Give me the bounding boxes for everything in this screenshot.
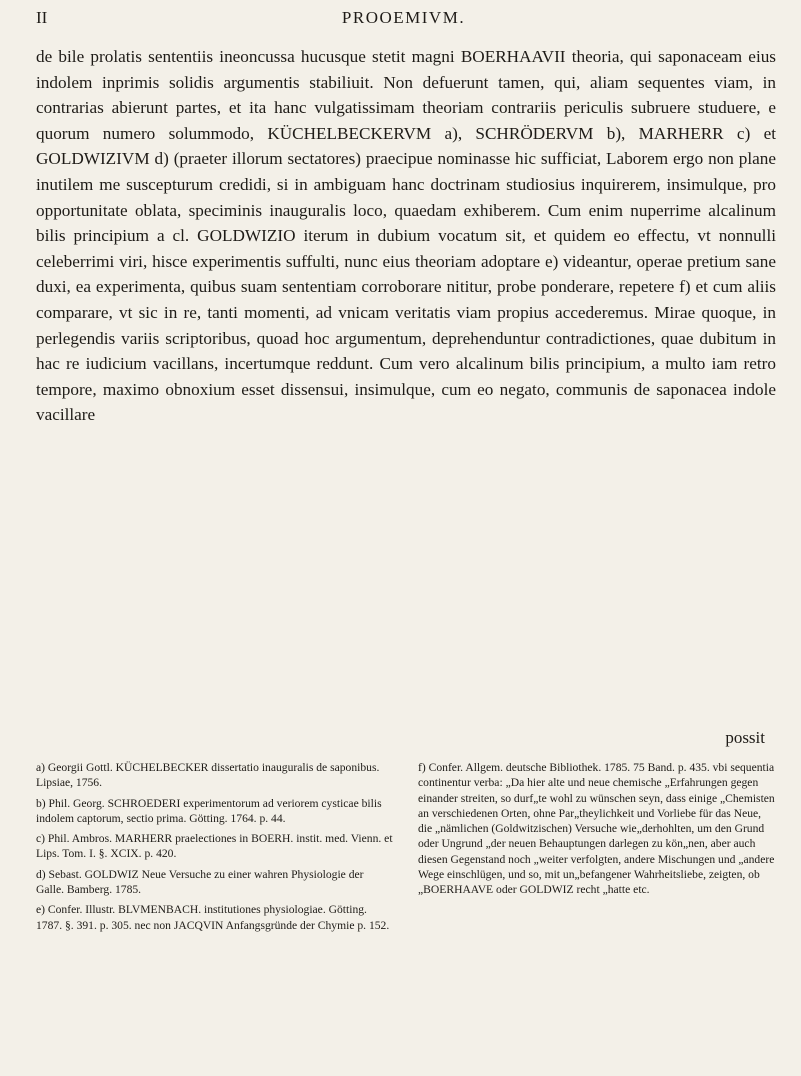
main-text	[36, 44, 776, 428]
footnote-f: f) Confer. Allgem. deutsche Bibliothek. 1785. 75 Band. p. 435. vbi sequentia continentur verba: „Da hier alte und neue chemische „Erfahrungen gegen einander streiten, so durf„te wohl zu wünschen seyn, dass einige „Chemisten an verschiedenen Orten, ohne Par„theylichkeit und Vorliebe für das Neue, die „nämlichen (Goldwitzischen) Versuche wie„derhohlten, um den Grund oder Ungrund „der neuen Behauptungen darlegen zu kön„nen, aber auch diesen Gegenstand noch „weiter verfolgten, andere Mischungen und „andere Wege einschlügen, und so, mit un„befangener Wahrheitsliebe, zeigten, ob „BOERHAAVE oder GOLDWIZ recht „hatte etc.	[418, 761, 775, 897]
main-paragraph: de bile prolatis sententiis ineoncussa hucusque stetit magni BOERHAAVII theoria, qui saponaceam eius indolem inprimis solidis argumentis stabiliuit. Non defuerunt tamen, qui, aliam sequentes viam, in contrarias abierunt partes, et ita hanc vulgatissimam theoriam contrariis periculis subruere studuere, e quorum numero solummodo, KÜCHELBECKERVM a), SCHRÖDERVM b), MARHERR c) et GOLDWIZIVM d) (praeter illorum sectatores) praecipue nominasse hic sufficiat, Laborem ergo non plane inutilem me suscepturum credidi, si in ambiguam hanc doctrinam studiosius inquirerem, insimulque, pro opportunitate oblata, speciminis inauguralis loco, quaedam exhiberem. Cum enim nuperrime alcalinum bilis principium a cl. GOLDWIZIO iterum in dubium vocatum sit, et quidem eo effectu, vt nonnulli celeberrimi viri, hisce experimentis suffulti, nunc eius theoriam adoptare e) videantur, operae pretium sane duxi, ea experimenta, quibus suam sententiam corroborare nititur, probe ponderare, repetere f) et cum aliis comparare, vt sic in re, tanti momenti, ad vnicam veritatis viam propius accederemus. Mirae quoque, in perlegendis variis scriptoribus, quoad hoc argumentum, deprehenduntur contradictiones, quae dubitum in hac re iudicium vacillans, incertumque reddunt. Cum vero alcalinum bilis principium, a multo iam retro tempore, maximo obnoxium esset dissensui, insimulque, cum eo negato, communis de saponacea indole vacillare	[36, 47, 776, 425]
page-number: II	[36, 8, 48, 27]
footnotes-right-column	[418, 760, 776, 938]
running-head: PROOEMIVM.	[341, 8, 466, 27]
footnotes-left-column	[36, 760, 394, 938]
footnote-e: e) Confer. Illustr. BLVMENBACH. institutiones physiologiae. Götting. 1787. §. 391. p. 305. nec non JACQVIN Anfangsgründe der Chymie p. 152.	[36, 903, 390, 932]
page-header	[36, 8, 771, 34]
catchword: possit	[725, 728, 765, 747]
footnote-b: b) Phil. Georg. SCHROEDERI experimentorum ad veriorem cysticae bilis indolem captorum, sectio prima. Götting. 1764. p. 44.	[36, 796, 382, 825]
footnotes	[36, 760, 776, 938]
footnote-d: d) Sebast. GOLDWIZ Neue Versuche zu einer wahren Physiologie der Galle. Bamberg. 1785.	[36, 867, 364, 897]
footnote-a: a) Georgii Gottl. KÜCHELBECKER dissertatio inauguralis de saponibus. Lipsiae, 1756.	[36, 761, 380, 790]
footnote-c: c) Phil. Ambros. MARHERR praelectiones in BOERH. instit. med. Vienn. et Lips. Tom. I. §. XCIX. p. 420.	[36, 832, 393, 861]
